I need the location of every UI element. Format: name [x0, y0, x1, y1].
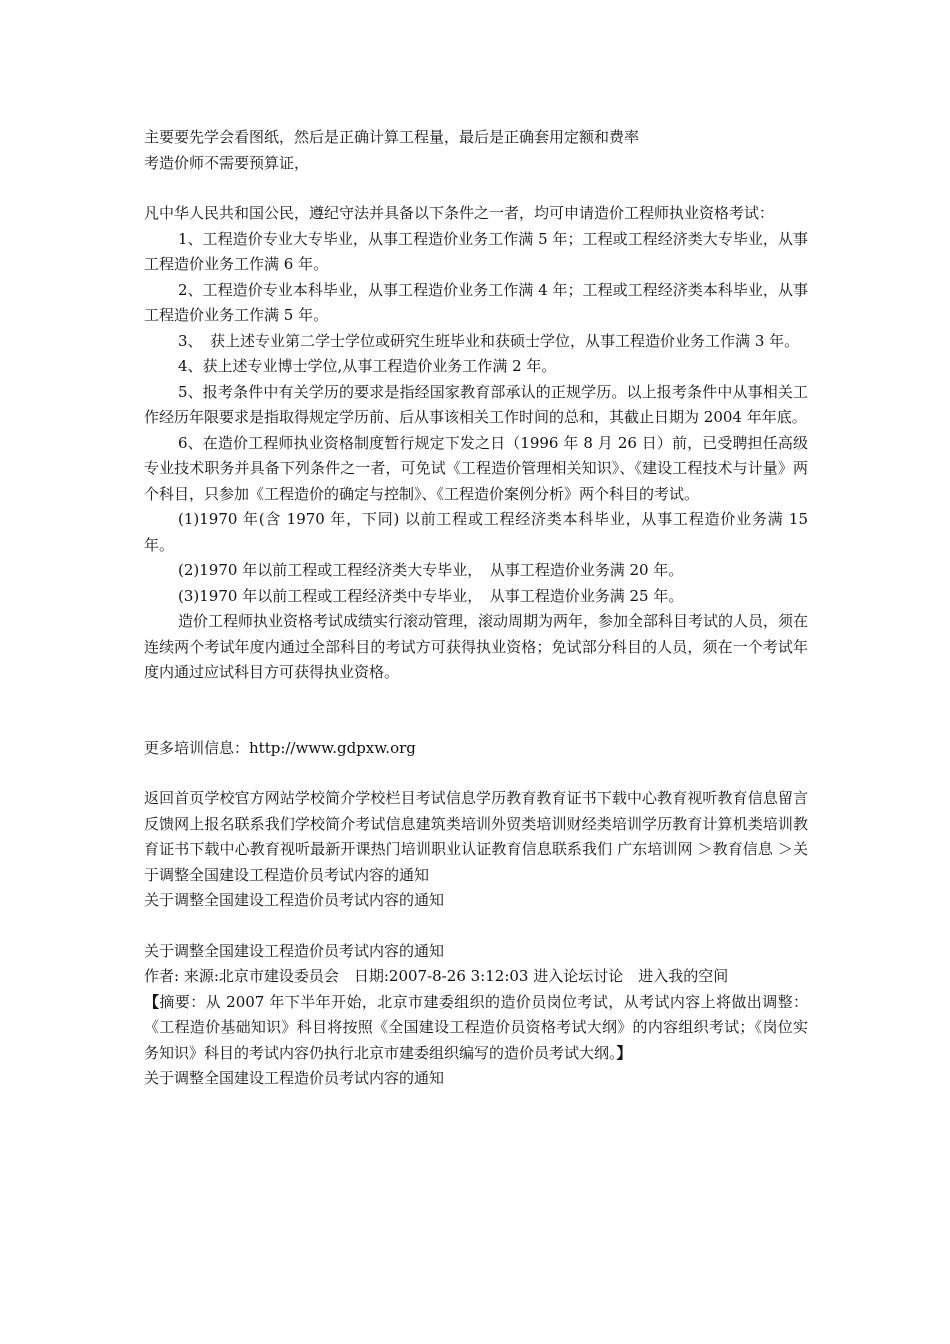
abstract-body: 摘要：从 2007 年下半年开始，北京市建委组织的造价员岗位考试，从考试内容上将做出调整：《工程造价基础知识》科目将按照《全国建设工程造价员资格考试大纲》的内容组织考试；《岗位实务知识》科目的考试内容仍执行北京市建委组织编写的造价员考试大纲。 [144, 992, 808, 1062]
article-abstract [144, 990, 808, 1067]
exemption-item-1: (1)1970 年(含 1970 年，下同) 以前工程或工程经济类本科毕业，从事工程造价业务满 15 年。 [144, 510, 808, 554]
condition-item-3: 3、 获上述专业第二学士学位或研究生班毕业和获硕士学位，从事工程造价业务工作满 3 年。 [178, 331, 800, 350]
abstract-open-bracket: 【 [144, 992, 160, 1011]
exemption-item-2: (2)1970 年以前工程或工程经济类大专毕业， 从事工程造价业务满 20 年。 [178, 561, 684, 579]
spacer [144, 176, 808, 201]
spacer [144, 914, 808, 939]
condition-item-4: 4、获上述专业博士学位,从事工程造价业务工作满 2 年。 [178, 357, 557, 375]
site-navigation[interactable]: 返回首页学校官方网站学校简介学校栏目考试信息学历教育教育证书下载中心教育视听教育信息留言反馈网上报名联系我们学校简介考试信息建筑类培训外贸类培训财经类培训学历教育计算机类培训教育证书下载中心教育视听最新开课热门培训职业认证教育信息联系我们 广东培训网 ＞教育信息 ＞关于调整全国建设工程造价员考试内容的通知 [144, 789, 808, 884]
rolling-management-paragraph: 造价工程师执业资格考试成绩实行滚动管理，滚动周期为两年，参加全部科目考试的人员，须在连续两个考试年度内通过全部科目的考试方可获得执业资格；免试部分科目的人员，须在一个考试年度内通过应试科目方可获得执业资格。 [144, 612, 809, 681]
condition-item-1: 1、工程造价专业大专毕业，从事工程造价业务工作满 5 年；工程或工程经济类大专毕业，从事工程造价业务工作满 6 年。 [144, 229, 808, 273]
condition-item-5: 5、报考条件中有关学历的要求是指经国家教育部承认的正规学历。以上报考条件中从事相关工作经历年限要求是指取得规定学历前、后从事该相关工作时间的总和，其截止日期为 2004 年年底。 [144, 382, 808, 426]
exemption-item-3: (3)1970 年以前工程或工程经济类中专毕业， 从事工程造价业务满 25 年。 [178, 586, 684, 605]
article-meta: 作者: 来源:北京市建设委员会 日期:2007-8-26 3:12:03 进入论坛讨论 进入我的空间 [144, 967, 729, 985]
condition-item-2: 2、工程造价专业本科毕业，从事工程造价业务工作满 4 年；工程或工程经济类本科毕业，从事工程造价业务工作满 5 年。 [144, 280, 808, 324]
intro-line-1: 主要要先学会看图纸，然后是正确计算工程量，最后是正确套用定额和费率 [144, 128, 640, 146]
document-page [144, 125, 808, 1092]
article-title-repeat: 关于调整全国建设工程造价员考试内容的通知 [144, 1069, 445, 1087]
article-title: 关于调整全国建设工程造价员考试内容的通知 [144, 941, 445, 960]
abstract-close-bracket: 】 [616, 1043, 632, 1062]
page-title: 关于调整全国建设工程造价员考试内容的通知 [144, 891, 445, 909]
condition-item-6: 6、在造价工程师执业资格制度暂行规定下发之日（1996 年 8 月 26 日）前，已受聘担任高级专业技术职务并具备下列条件之一者，可免试《工程造价管理相关知识》、《建设工程技术与计量》两个科目，只参加《工程造价的确定与控制》、《工程造价案例分析》两个科目的考试。 [144, 433, 808, 503]
more-info-link[interactable]: 更多培训信息：http://www.gdpxw.org [144, 738, 416, 757]
spacer [144, 686, 808, 736]
intro-line-2: 考造价师不需要预算证， [144, 153, 310, 172]
spacer [144, 761, 808, 786]
conditions-lead: 凡中华人民共和国公民，遵纪守法并具备以下条件之一者，均可申请造价工程师执业资格考试： [144, 204, 775, 222]
